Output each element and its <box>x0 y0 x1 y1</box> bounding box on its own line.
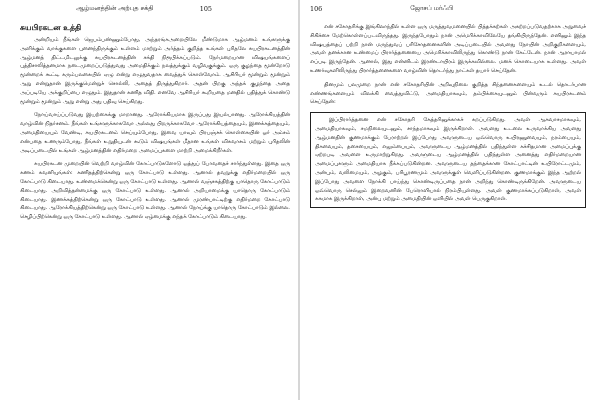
paragraph: என் சகோதரிக்கு இங்கிலாந்தில் உள்ள ஒரு மருத்துவமனையில் பித்தக்கற்கள் அகற்றப்படுவதற்காக அறுவைச் சிகிச்சை மேற்கொள்ளப்படவிருந்தது. இருந்தபோதும் நான் அமெரிக்காவிலேயே தங்கியிருந்தேன். எனினும் இந்த விஷயத்தைப் பற்றி நான் மருந்துவப் பரிசோதனைகளின் அடிப்படையில் அவளது நோயின் அறிகுறிகளையும், அவள் தனக்கான உண்மைப் பிரார்த்தனையை அமெரிக்காவிலிருந்து கொண்டு நான் கேட்டேன். நான் ஆராயாமல் எப்படி இருந்தேன். ஆனால், இது என்னிடம் இரண்டாயிரம் இருக்கவில்லை. மனக் கொடையாக உள்ளது. அவள் உணர்வுகளிலிருந்து பிரார்த்தனைகளை வாழ்வின் தொடர்ந்து நாட்கள் தயார் செய்தேன். <box>310 24 586 74</box>
running-header: ஜோசப் மர்ஃபி <box>410 4 454 12</box>
right-page-header <box>310 3 586 14</box>
paragraph: தினமும் பலமுறை நான் என் சகோதரியின் அறிவுநிலை குறித்த சிந்தனைகளையும் உடல் தொடர்பான எண்ணங்களையும் விலக்கி வைத்துவிட்டு, அமைதியாகவும், தம்பிக்கையுடனும் பின்வரும் சுயபிரகடனம் செய்தேன்: <box>310 81 586 106</box>
page-number: 106 <box>310 4 323 13</box>
section-title: சுயபிரகடன உத்தி <box>20 23 82 32</box>
page-number: 105 <box>199 4 212 13</box>
paragraph: அன்றியம் நீங்கள் ஜெபம்பண்ணும்போது, அந்தரங்கஅறையிலே மீண்டுமாக ஆழ்மனம் உங்களுக்கு அளிக்கும் வாக்குகளை புனைந்திருக்கும் உள்ளம் மாற்றும் அர்த்தம் குறித்த உங்கள் புரிதலே சுயபிரகடனத்தின் ஆழ்மனத் திட்டமிடலுக்கு சுயபிரகடனத்தின் சக்தி நிரூபிக்கப்படும். நேர்மறையான விஷயங்களைப் புத்திசாலித்தனமாக நடைமுறைப்படுத்துவது அமைதிக்கும் நலத்துக்கும் வழிவகுக்கும். ஒரு குழந்தை மூன்றோடு மூன்றைக் கூட்டி கரும்பலகையில் ஏழு என்று எழுதுவதாக வைத்துக் கொள்வோம். ஆசிரியர் மூன்றும் மூன்றும் ஆறு என்றுதான் இருக்குமென்றுச் சொல்லி, அதைத் திருத்துகிறார். அதன் பிறகு அந்தக் குழந்தை அதை அப்படியே அக்குறிப்பை எழுதும். இதுதான் கணித விதி. எனவே ஆசிரியர் கூறியதை மனதில் பதித்துக் கொண்டு மூன்றும் மூன்றும் ஆறு என்று அது பதிவு செய்கிறது. <box>20 37 290 105</box>
paragraph: நோய்வாய்ப்படுவது இயற்கைக்கு மாறானது. ஆரோக்கியமாக இருப்பது இயல்பானது. ஆரோக்கியத்தின் வாழ்வின் நிதர்சனம். நீங்கள் உங்களுக்காகவோ அல்லது பிறருக்காகவோ ஆரோக்கியத்தையும், இணக்கத்தையும், அமைதியையும் வேண்டி, சுயபிரகடனம் செய்யும்போது, இவை யாவும் பிரபஞ்சக் கொள்கையின் ஓர் அம்சம் என்பதை உணரும்போது, நீங்கள் உறுதியுடன் கூடும் விஷயங்கள் மீதான உங்கள் விசுவாசம் மற்றும் புரிதலின் அடிப்படையில் உங்கள் ஆழ்மனத்தின் எதிர்மறை அமைப்புகளை மாற்றி அமைக்கிறீர்கள். <box>20 112 290 154</box>
left-page-header <box>20 3 290 14</box>
running-header: ஆழ்மனத்தின் அற்புத சக்தி <box>76 4 154 12</box>
paragraph: சுயபிரகடன முறையின் வெற்றி வாழ்வின் கோட்பாடுகளோடு ஒத்துப் போவதைச் சார்ந்துள்ளது. இதை ஒரு கணம் கவனியுங்கள்: கணிதத்திற்கென்று ஒரு கோட்பாடு உள்ளது. ஆனால் தவறுக்கு எதிர்மறையில் ஒரு கோட்பாடு கிடையாது. உண்மைக்கென்று ஒரு கோட்பாடு உள்ளது. ஆனால் வஞ்சகத்திற்கு யாதொரு கோட்பாடும் கிடையாது. அறிவித்தன்மைக்கு ஒரு கோட்பாடு உள்ளது. ஆனால் அறியாமைக்கு யாதொரு கோட்பாடும் கிடையாது. இணக்கத்திற்கென்று ஒரு கோட்பாடு உள்ளது. ஆனால் முரண்பாட்டிற்கு எதிர்மறை கோட்பாடு கிடையாது. ஆரோக்கியத்திற்கென்று ஒரு கோட்பாடு உள்ளது. ஆனால் நோய்க்கு யாதொரு கோட்பாடும் இல்லை. செழிப்பிற்கென்று ஒரு கோட்பாடு உள்ளது. ஆனால் ஏழ்மைக்கு எந்தக் கோட்பாடும் கிடையாது. <box>20 161 290 221</box>
left-page <box>0 0 298 400</box>
boxed-paragraph: இப்பிரார்த்தனை என் சகோதரி கேத்தரினுக்காகச் சுறப்படுகிறது. அவள் ஆசுவாசமாகவும், அமைதியாகவும், சமநிலையுடனும், சாந்தமாகவும் இருக்கிறாள். அவளது உடலை உருவாக்கிய அவளது ஆழ்மனதின் குணமாக்கும் பேராற்றல் இப்போது அவளுடைய ஒவ்வொரு உயிரணுவையும், நரம்பையும், திசுவையும், தசையையும், எலும்பையும், அவளுடைய ஆழ்மனத்தில் பதிந்துள்ள கச்சிதமான அமைப்புக்கு ஏற்றபடி அவளை உருமாற்றுகிறது. அவளுடைய ஆழ்மனத்தில் பதிந்துள்ள அனைத்து எதிர்மறையான அமைப்புகளும் அமைதியாக நீக்கப்படுகின்றன. அவளுடைய தந்தைக்கான கோட்பாட்டின் உயிரோட்டமும், அன்பும், வலிமையும், அழகும், பரிபூரணமும் அவளுக்குள் வெளிப்படுகின்றன. குணமாக்கும் இந்த ஆற்றல் இப்போது அவளை நோக்கி பாய்ந்து கொண்டிருப்பதை நான் அறிந்து கொண்டிருக்கிறேன். அவளுடைய ஒவ்வொரு செல்லும் இறைவனின் பேரொளியால் நிரம்பியுள்ளது. அவள் குணமாக்கப்படுகிறாள், அவள் சுகமாக இருக்கிறாள், அன்பு மற்றும் அமைதியின் ஒளியில் அவள் பெருகுகிறாள். <box>315 117 581 203</box>
right-page <box>300 0 600 400</box>
boxed-prayer <box>310 112 586 208</box>
